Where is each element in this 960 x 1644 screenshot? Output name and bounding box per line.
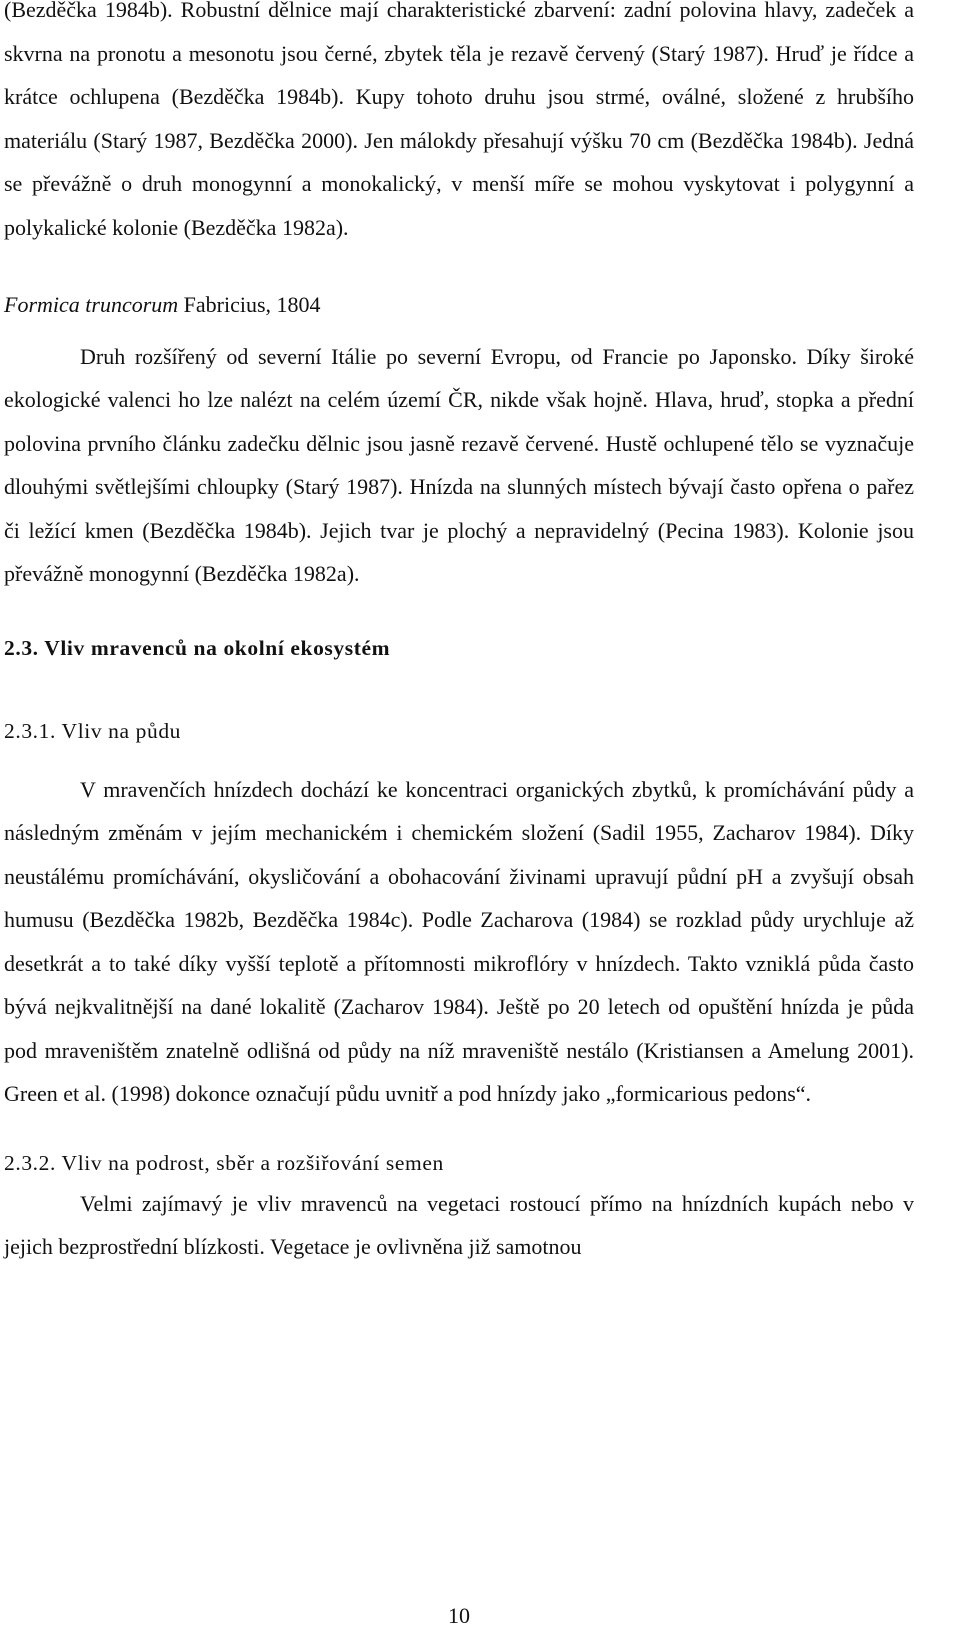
paragraph-vegetation-influence: Velmi zajímavý je vliv mravenců na vegetaci rostoucí přímo na hnízdních kupách nebo v jejich bezprostřední blízkosti. Vegetace je ovlivněna již samotnou (4, 1190, 914, 1259)
species-heading (4, 283, 914, 327)
document-page (4, 0, 914, 1269)
paragraph-soil-influence: V mravenčích hnízdech dochází ke koncentraci organických zbytků, k promíchávání půdy a následným změnám v jejím mechanickém i chemickém složení (Sadil 1955, Zacharov 1984). Díky neustálému promíchávání, okysličování a obohacování živinami upravují půdní pH a zvyšují obsah humusu (Bezděčka 1982b, Bezděčka 1984c). Podle Zacharova (1984) se rozklad půdy urychluje až desetkrát a to také díky vyšší teplotě a přítomnosti mikroflóry v hnízdech. Takto vzniklá půda často bývá nejkvalitnější na dané lokalitě (Zacharov 1984). Ještě po 20 letech od opuštění hnízda je půda pod mraveništěm znatelně odlišná od půdy na níž mraveniště nestálo (Kristiansen a Amelung 2001). Green et al. (1998) dokonce označují půdu uvnitř a pod hnízdy jako „formicarious pedons“. (4, 776, 914, 1106)
species-name: Formica truncorum (4, 292, 179, 317)
paragraph-formica-truncorum: Druh rozšířený od severní Itálie po severní Evropu, od Francie po Japonsko. Díky široké ekologické valenci ho lze nalézt na celém území ČR, nikde však hojně. Hlava, hruď, stopka a přední polovina prvního článku zadečku dělnic jsou jasně rezavě červené. Hustě ochlupené tělo se vyznačuje dlouhými světlejšími chloupky (Starý 1987). Hnízda na slunných místech bývají často opřena o pařez či ležící kmen (Bezděčka 1984b). Jejich tvar je plochý a nepravidelný (Pecina 1983). Kolonie jsou převážně monogynní (Bezděčka 1982a). (4, 343, 914, 586)
section-heading: 2.3. Vliv mravenců na okolní ekosystém (4, 635, 391, 660)
page-number: 10 (448, 1603, 470, 1628)
subsection-heading-vegetation: 2.3.2. Vliv na podrost, sběr a rozšiřování semen (4, 1150, 444, 1175)
subsection-heading-soil: 2.3.1. Vliv na půdu (4, 718, 182, 743)
paragraph-intro-continuation: (Bezděčka 1984b). Robustní dělnice mají charakteristické zbarvení: zadní polovina hlavy, zadeček a skvrna na pronotu a mesonotu jsou černé, zbytek těla je rezavě červený (Starý 1987). Hruď je řídce a krátce ochlupena (Bezděčka 1984b). Kupy tohoto druhu jsou strmé, oválné, složené z hrubšího materiálu (Starý 1987, Bezděčka 2000). Jen málokdy přesahují výšku 70 cm (Bezděčka 1984b). Jedná se převážně o druh monogynní a monokalický, v menší míře se mohou vyskytovat i polygynní a polykalické kolonie (Bezděčka 1982a). (4, 0, 914, 240)
species-author: Fabricius, 1804 (178, 292, 321, 317)
